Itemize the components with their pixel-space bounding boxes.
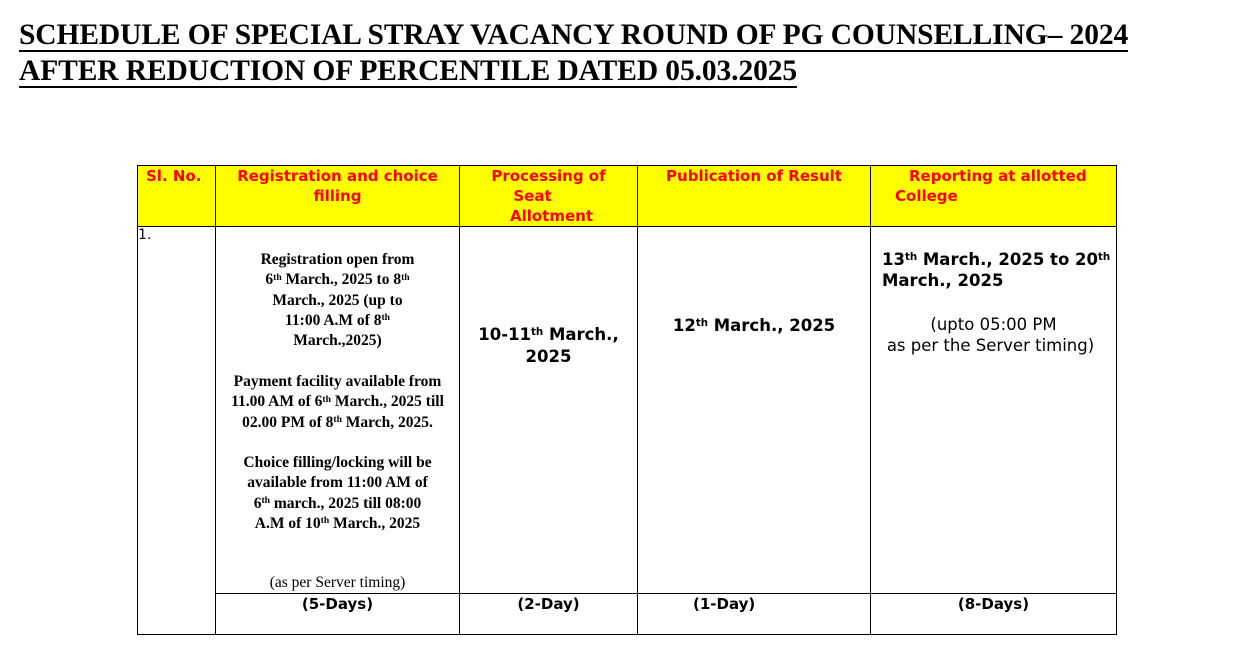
reg-line: 11:00 A.M of 8 <box>285 311 382 329</box>
reg-line: 02.00 PM of 8 <box>242 413 334 431</box>
rep-text: 13 <box>882 250 905 269</box>
sup: th <box>1097 251 1111 263</box>
reg-line: march., 2025 till 08:00 <box>270 494 422 512</box>
processing-cell <box>460 227 638 594</box>
header-reporting <box>871 166 1117 227</box>
reg-line: 11.00 AM of 6 <box>231 393 323 411</box>
pub-text: 12 <box>672 316 696 335</box>
reg-line: 6 <box>265 271 274 289</box>
reporting-note <box>871 314 1116 356</box>
reg-line: Choice filling/locking will be <box>243 454 432 471</box>
header-sl-no: Sl. No. <box>138 166 216 227</box>
sup: th <box>381 312 390 324</box>
sup: th <box>273 271 282 283</box>
reg-line: 6 <box>253 494 262 512</box>
rep-note-line: as per the Server timing) <box>886 336 1095 355</box>
reg-line: Registration open from <box>260 251 415 268</box>
pub-text: March., 2025 <box>707 316 836 335</box>
reg-line: available from 11:00 AM of <box>247 474 428 492</box>
processing-dates <box>460 324 637 368</box>
reg-line: March, 2025. <box>341 413 433 431</box>
sup: th <box>904 251 918 263</box>
reg-line: March., 2025 <box>329 514 421 532</box>
header-processing-line2: Seat <box>513 187 552 205</box>
reg-line: A.M of 10 <box>254 514 321 532</box>
reg-line: March., 2025 (up to <box>272 291 403 309</box>
rep-text: March., 2025 <box>882 271 1004 290</box>
footer-registration-days: (5-Days) <box>216 594 460 635</box>
sup: th <box>695 317 708 329</box>
sup: th <box>261 494 270 506</box>
rep-text: March., 2025 to 20 <box>917 250 1098 269</box>
header-publication: Publication of Result <box>638 166 871 227</box>
registration-open-text <box>216 250 459 351</box>
header-registration: Registration and choice filling <box>216 166 460 227</box>
header-processing <box>460 166 638 227</box>
table-header-row <box>138 166 1117 227</box>
footer-blank-cell <box>138 594 216 635</box>
title-line-2: AFTER REDUCTION OF PERCENTILE DATED 05.03.2025 <box>19 55 798 87</box>
table-footer-row <box>138 594 1117 635</box>
proc-text: March., <box>543 325 619 344</box>
header-reporting-text: Reporting at allotted College <box>895 167 1087 205</box>
table-row <box>138 227 1117 594</box>
footer-processing-days: (2-Day) <box>460 594 638 635</box>
reg-line: March., 2025 to 8 <box>281 271 402 289</box>
reg-line: March., 2025 till <box>330 393 444 411</box>
schedule-table <box>137 165 1117 635</box>
footer-reporting-days: (8-Days) <box>871 594 1117 635</box>
sup: th <box>333 413 342 425</box>
reporting-cell <box>871 227 1117 594</box>
proc-text: 10-11 <box>478 325 532 344</box>
sup: th <box>531 326 544 338</box>
server-timing-note: (as per Server timing) <box>269 574 406 591</box>
reporting-dates <box>882 249 1116 291</box>
header-processing-line3: Allotment <box>509 207 594 225</box>
proc-text: 2025 <box>525 347 572 366</box>
title-line-1: SCHEDULE OF SPECIAL STRAY VACANCY ROUND OF PG COUNSELLING– 2024 <box>19 19 1129 51</box>
reg-line: March.,2025) <box>293 332 382 350</box>
sup: th <box>320 515 330 527</box>
row-sl-no: 1. <box>138 227 216 594</box>
payment-facility-text <box>216 372 459 433</box>
publication-date <box>638 315 870 337</box>
sup: th <box>322 393 331 405</box>
publication-cell <box>638 227 871 594</box>
sup: th <box>401 271 410 283</box>
registration-cell <box>216 227 460 594</box>
header-processing-line1: Processing of <box>491 167 606 185</box>
reg-line: Payment facility available from <box>233 373 442 390</box>
rep-note-line: (upto 05:00 PM <box>930 315 1057 334</box>
footer-publication-days: (1-Day) <box>638 594 871 635</box>
choice-filling-text <box>216 453 459 534</box>
